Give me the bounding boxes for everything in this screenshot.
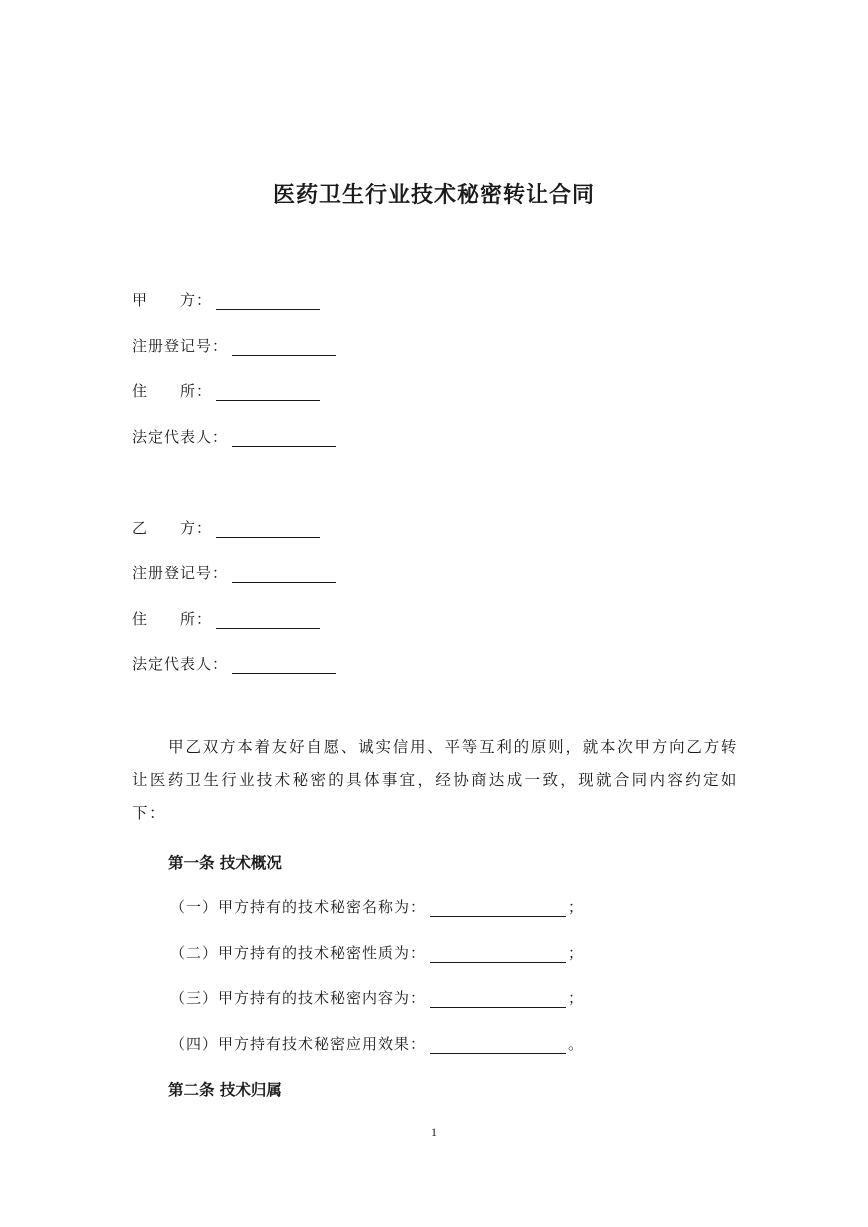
party-a-rep-label: 法定代表人： [132, 428, 229, 446]
party-a-reg-field [132, 336, 336, 356]
party-a-address-field [132, 381, 320, 401]
party-b-name-field [132, 518, 320, 538]
article-2-heading: 第二条 技术归属 [168, 1081, 282, 1099]
party-a-label: 甲 方： [132, 291, 213, 309]
item-end: ； [568, 944, 585, 962]
article-1-item-3 [170, 987, 584, 1008]
party-b-reg-field [132, 563, 336, 583]
party-b-reg-label: 注册登记号： [132, 564, 229, 582]
party-a-address-blank[interactable] [216, 382, 320, 401]
item-blank[interactable] [430, 989, 566, 1008]
party-a-reg-label: 注册登记号： [132, 337, 229, 355]
item-end: ； [568, 989, 585, 1007]
party-b-blank[interactable] [216, 519, 320, 538]
article-1-item-2 [170, 942, 584, 963]
item-blank[interactable] [430, 898, 566, 917]
party-b-address-label: 住 所： [132, 610, 213, 628]
item-end: 。 [568, 1035, 585, 1053]
intro-text: 甲乙双方本着友好自愿、诚实信用、平等互利的原则，就本次甲方向乙方转让医药卫生行业技术秘密的具体事宜，经协商达成一致，现就合同内容约定如下： [132, 738, 738, 822]
item-label: （四）甲方持有技术秘密应用效果： [170, 1035, 427, 1053]
party-b-rep-field [132, 654, 336, 674]
party-a-rep-blank[interactable] [232, 428, 336, 447]
article-1-item-1 [170, 896, 584, 917]
article-1-item-4 [170, 1033, 584, 1054]
item-end: ； [568, 898, 585, 916]
item-label: （二）甲方持有的技术秘密性质为： [170, 944, 427, 962]
party-a-rep-field [132, 427, 336, 447]
party-b-rep-label: 法定代表人： [132, 655, 229, 673]
item-blank[interactable] [430, 1035, 566, 1054]
party-b-reg-blank[interactable] [232, 564, 336, 583]
party-a-name-field [132, 290, 320, 310]
party-a-blank[interactable] [216, 291, 320, 310]
document-title: 医药卫生行业技术秘密转让合同 [272, 183, 595, 208]
intro-paragraph [132, 731, 738, 830]
party-a-reg-blank[interactable] [232, 337, 336, 356]
item-label: （一）甲方持有的技术秘密名称为： [170, 898, 427, 916]
page-number: 1 [431, 1125, 437, 1139]
party-b-label: 乙 方： [132, 519, 213, 537]
article-1-heading: 第一条 技术概况 [168, 854, 282, 872]
party-a-address-label: 住 所： [132, 382, 213, 400]
party-b-rep-blank[interactable] [232, 655, 336, 674]
party-b-address-blank[interactable] [216, 610, 320, 629]
item-label: （三）甲方持有的技术秘密内容为： [170, 989, 427, 1007]
item-blank[interactable] [430, 944, 566, 963]
party-b-address-field [132, 609, 320, 629]
